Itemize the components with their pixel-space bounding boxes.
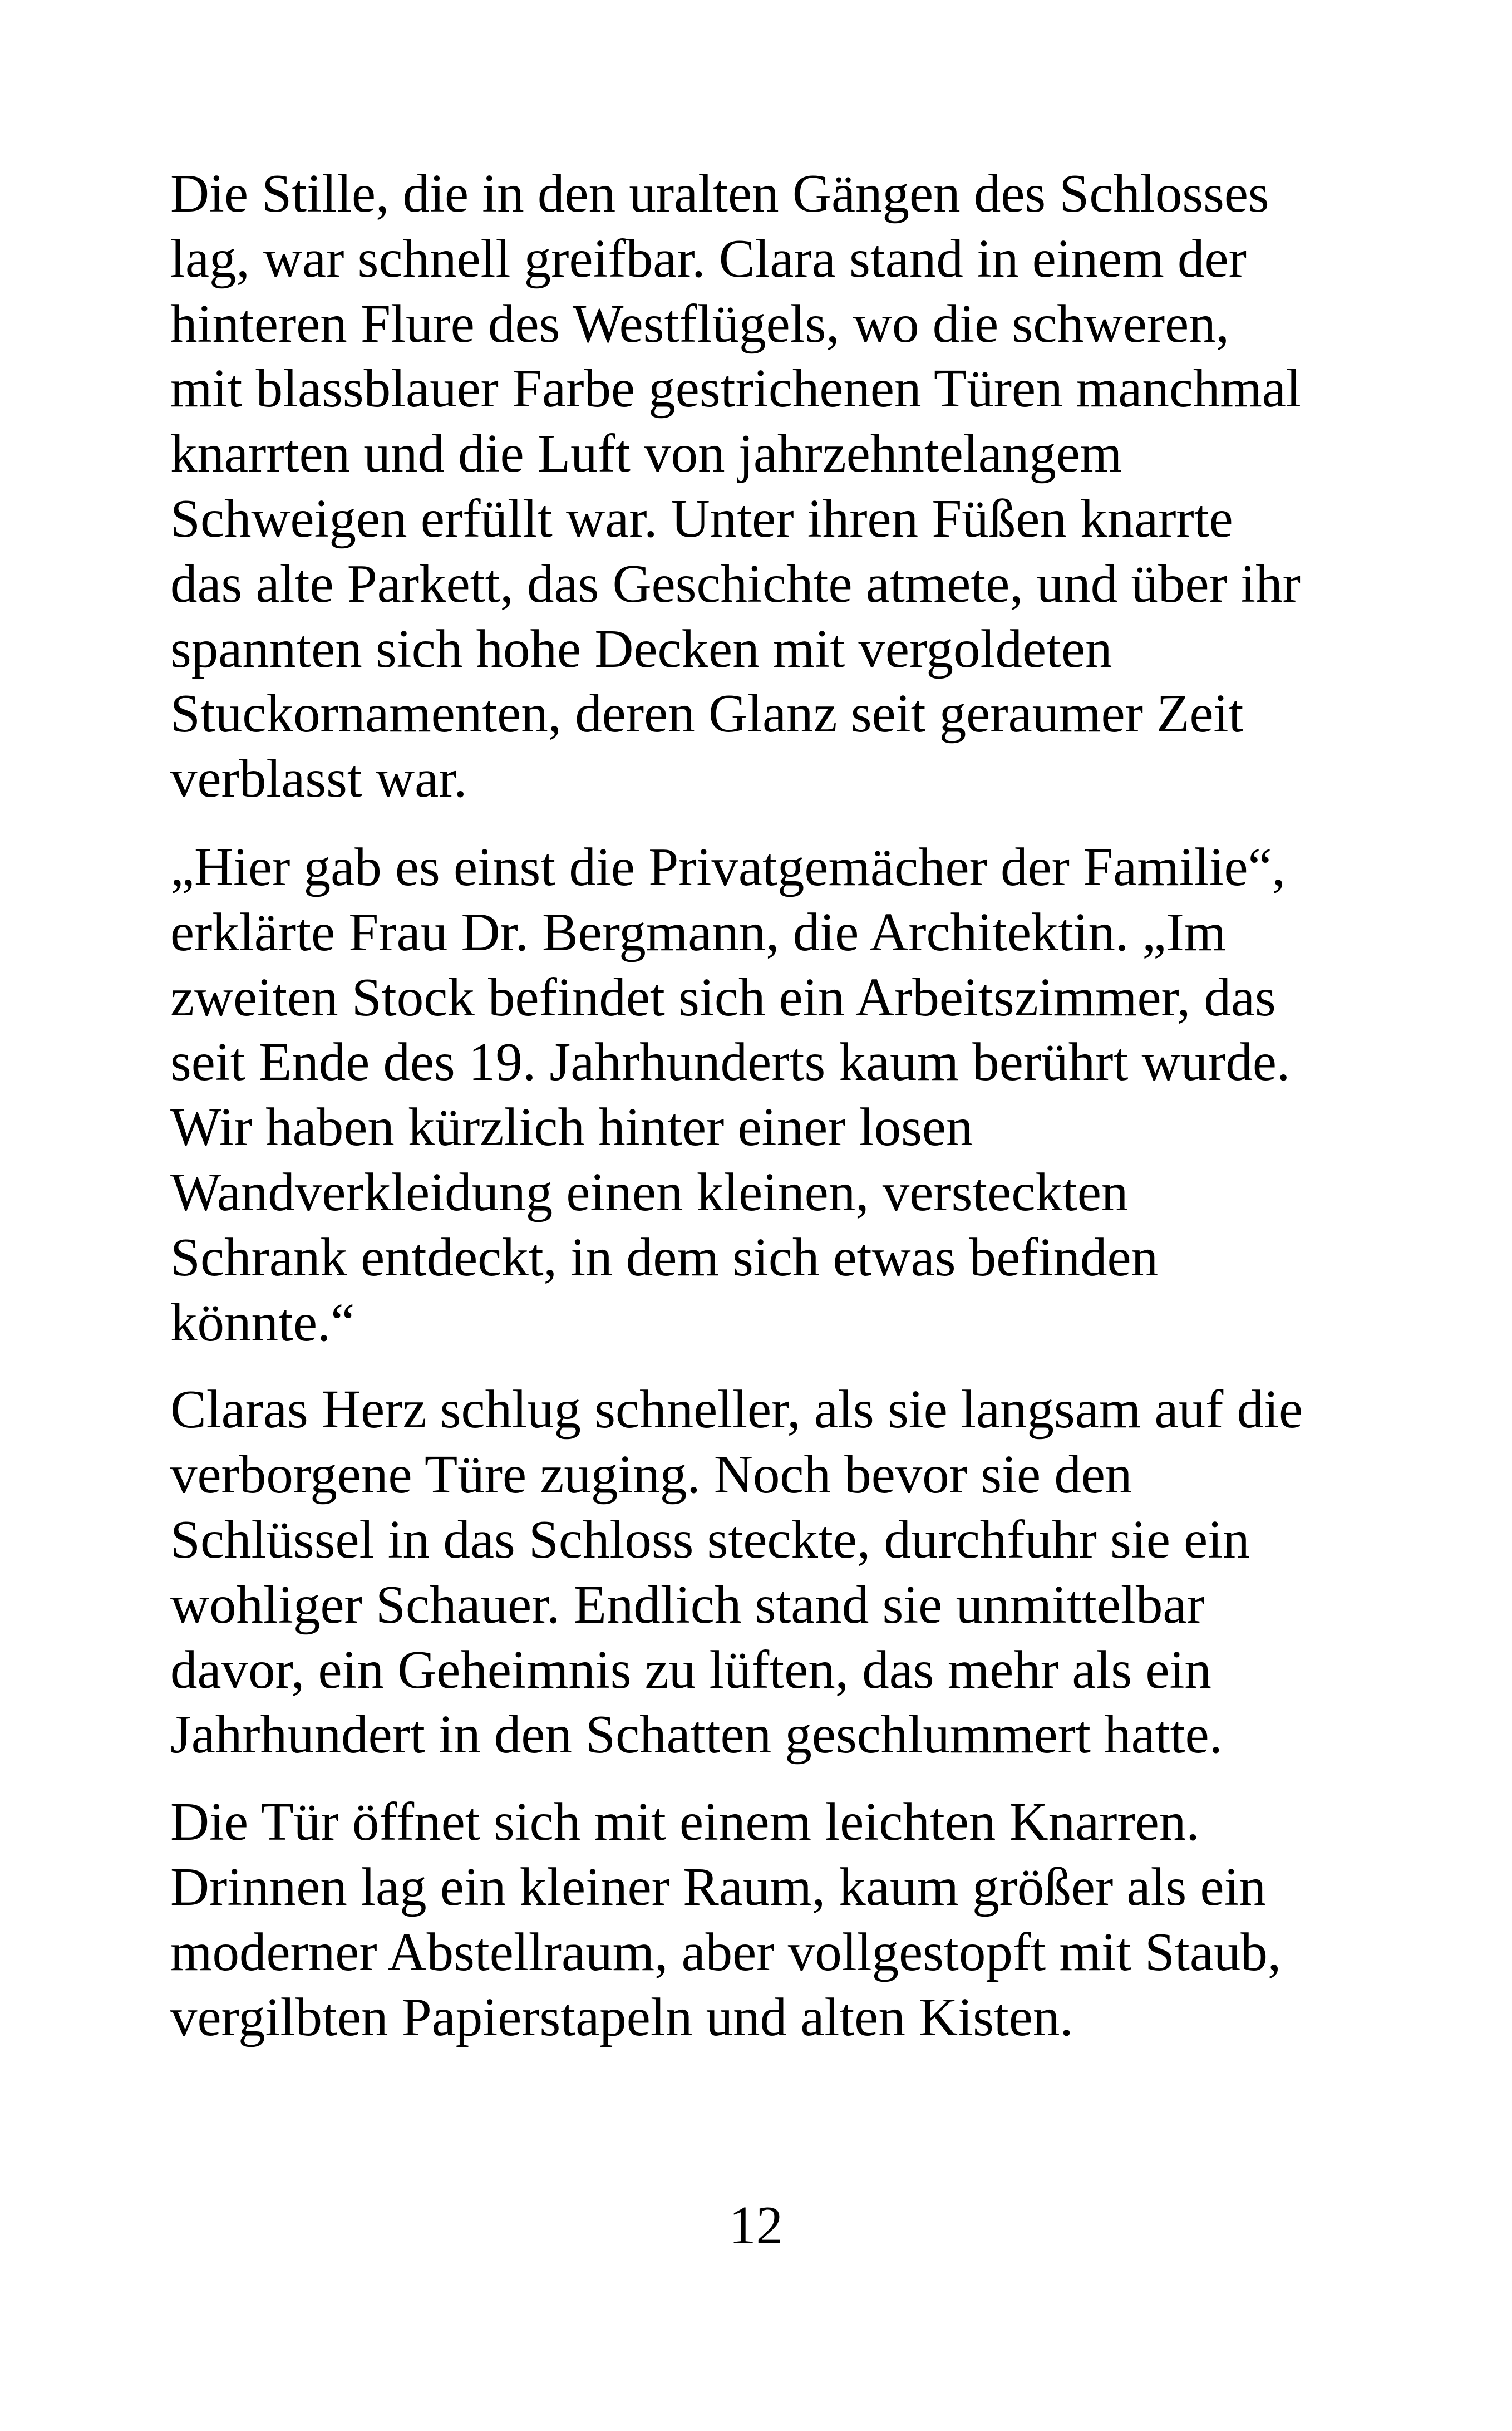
- body-text: [170, 161, 1367, 2050]
- text-line: Wandverkleidung einen kleinen, versteckten: [170, 1162, 1129, 1222]
- paragraph-4: [170, 1790, 1367, 2050]
- text-line: Schrank entdeckt, in dem sich etwas befinden: [170, 1227, 1159, 1287]
- text-line: verborgene Türe zuging. Noch bevor sie den: [170, 1445, 1132, 1505]
- text-line: davor, ein Geheimnis zu lüften, das mehr als ein: [170, 1639, 1211, 1700]
- text-line: „Hier gab es einst die Privatgemächer der Familie“,: [170, 837, 1286, 897]
- text-line: Drinnen lag ein kleiner Raum, kaum größer als ein: [170, 1857, 1267, 1917]
- text-line: Schlüssel in das Schloss steckte, durchfuhr sie ein: [170, 1509, 1250, 1569]
- text-line: Schweigen erfüllt war. Unter ihren Füßen knarrte: [170, 488, 1233, 548]
- text-line: Die Tür öffnet sich mit einem leichten Knarren.: [170, 1792, 1200, 1852]
- text-line: Claras Herz schlug schneller, als sie langsam auf die: [170, 1379, 1303, 1440]
- text-line: vergilbten Papierstapeln und alten Kisten.: [170, 1987, 1073, 2047]
- paragraph-2: [170, 835, 1367, 1355]
- text-line: mit blassblauer Farbe gestrichenen Türen manchmal: [170, 358, 1301, 419]
- text-line: das alte Parkett, das Geschichte atmete, und über ihr: [170, 553, 1301, 613]
- text-line: wohliger Schauer. Endlich stand sie unmittelbar: [170, 1574, 1205, 1634]
- text-line: lag, war schnell greifbar. Clara stand in einem der: [170, 228, 1247, 288]
- text-line: hinteren Flure des Westflügels, wo die schweren,: [170, 293, 1229, 353]
- text-line: verblasst war.: [170, 749, 467, 809]
- text-line: Jahrhundert in den Schatten geschlummert hatte.: [170, 1705, 1223, 1765]
- paragraph-1: [170, 161, 1367, 812]
- text-line: seit Ende des 19. Jahrhunderts kaum berührt wurde.: [170, 1032, 1291, 1092]
- text-line: erklärte Frau Dr. Bergmann, die Architektin. „Im: [170, 902, 1227, 962]
- text-line: Stuckornamenten, deren Glanz seit geraumer Zeit: [170, 684, 1244, 744]
- page-number: 12: [729, 2196, 783, 2255]
- text-line: moderner Abstellraum, aber vollgestopft mit Staub,: [170, 1922, 1282, 1982]
- paragraph-3: [170, 1377, 1367, 1767]
- text-line: könnte.“: [170, 1292, 355, 1352]
- text-line: knarrten und die Luft von jahrzehntelangem: [170, 424, 1122, 484]
- text-line: spannten sich hohe Decken mit vergoldeten: [170, 618, 1112, 679]
- text-line: Die Stille, die in den uralten Gängen des Schlosses: [170, 164, 1269, 223]
- text-line: Wir haben kürzlich hinter einer losen: [170, 1097, 973, 1157]
- text-line: zweiten Stock befindet sich ein Arbeitszimmer, das: [170, 967, 1276, 1027]
